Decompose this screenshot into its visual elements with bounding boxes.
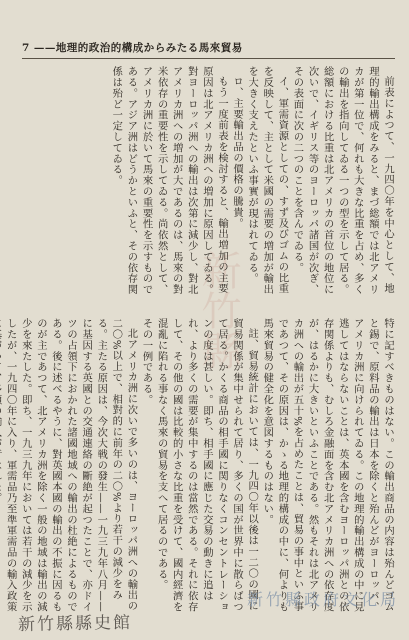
paragraph: イ、軍需資源としての、すず及びゴムの比重を反映して、主として米國の需要の増加が輸出を大きく支えたといふ事實が現はれてゐる。 — [246, 66, 289, 295]
paragraph: 北アメリカ洲に次いで多いのは、ヨーロッパ洲への輸出の二〇%以上で、相對的に前年の二〇%より若干の減少をみる。主たる原因は、今次大戦の發生——一九三九年八月——に基因する英國との交通連絡の斷絶が起つたことで、亦ドイツの占領下におかれた諸國地域への輸出の杜絶によるものである。後に述べるやうに、對英國本國の輸出の不振に因るものが主であつて、北アメリカ洲を除く一般の地域は輸出の減少を來たした。即ち、一九三九年においては若干の減少を示したが、一九四〇年に入り、軍需品乃至準軍需品の輸入政策 — [4, 318, 138, 613]
paragraph: もう一度前表を検討すると、輸出増加の主要原因は北アメリカ洲への増加に原因してゐる。對ヨーロッパ洲への輸出は次第に減少し、對北アメリカ洲への増加が大であるのは、馬來の對米依存の重要性を示してゐる。尚依然として、アメリカ洲に於いて馬來の重要性を示すものである。アジア洲はどうかといふと、その依存関係は殆ど一定してゐる。 — [110, 66, 228, 295]
header-title: ——地理的政治的構成からみたる馬來貿易 — [33, 42, 243, 54]
page-number: 7 — [22, 42, 30, 54]
archive-seal: 新竹縣縣史館 — [17, 613, 133, 635]
paragraph: ロ、主要輸出品の價格の騰貴。 — [231, 76, 244, 229]
archive-stamp: 新竹縣政府文化局 — [246, 590, 399, 609]
paragraph: その一例である。 — [140, 318, 153, 406]
lower-text-column — [4, 318, 395, 622]
upper-text-column — [22, 66, 395, 302]
note-paragraph: 註、貿易統計においては、一九四〇年以後は一二〇の國に貿易関係が集中せられて居り、多くの国が世界中に散らばつて居る。かくる商品の相手國に関りなくコンセントレーションの度は甚しい。即ち、相手國に應じた交易の動きに追はれ、より多くの需要が集中するのは當然である。それに依存して、その他の國は比較的小さな比重を受けて、國内經濟を混亂に陷れる事なく馬來の貿易を支へて居るのである。 — [155, 318, 259, 613]
paragraph: 特に記すべきものはない。この輸出商品の内容は殆んどゴムと錫で、原料品の輸出は日本を除くと殆んどがヨーロッパ、アメリカ洲に向けられてゐる。この地理的輸出構成の中に見逃してはならないことは、英本國を含むヨーロッパ洲との依存関係よりも、むしろ金融面を含む北アメリカ洲への依存度が、はるかに大きいといふことである。然もそれは北アメリカ洲への輸出が五十%を占めたことは、貿易の事中といふ事であつて、その原因は、かゝる地理的構成の中に、何よりも馬來貿易の健全化を意図するものはない。 — [261, 318, 394, 613]
watermark: 新竹縣 — [195, 250, 241, 370]
document-body — [4, 66, 395, 613]
running-header — [22, 40, 395, 59]
paragraph: 前表によつて、一九四〇年を中心として、地理的輸出構成をみると、まづ総額では北アメリカが第一位で、何れも大きな比重を占め、多くの輸出を指向してゐる一つの型を示して居る。総額における比重は北アメリカの首位の地位に次いで、イギリス等のヨーロッパ諸国が次ぎ、その表面に次の二つのことを含んでゐる。 — [291, 66, 394, 295]
